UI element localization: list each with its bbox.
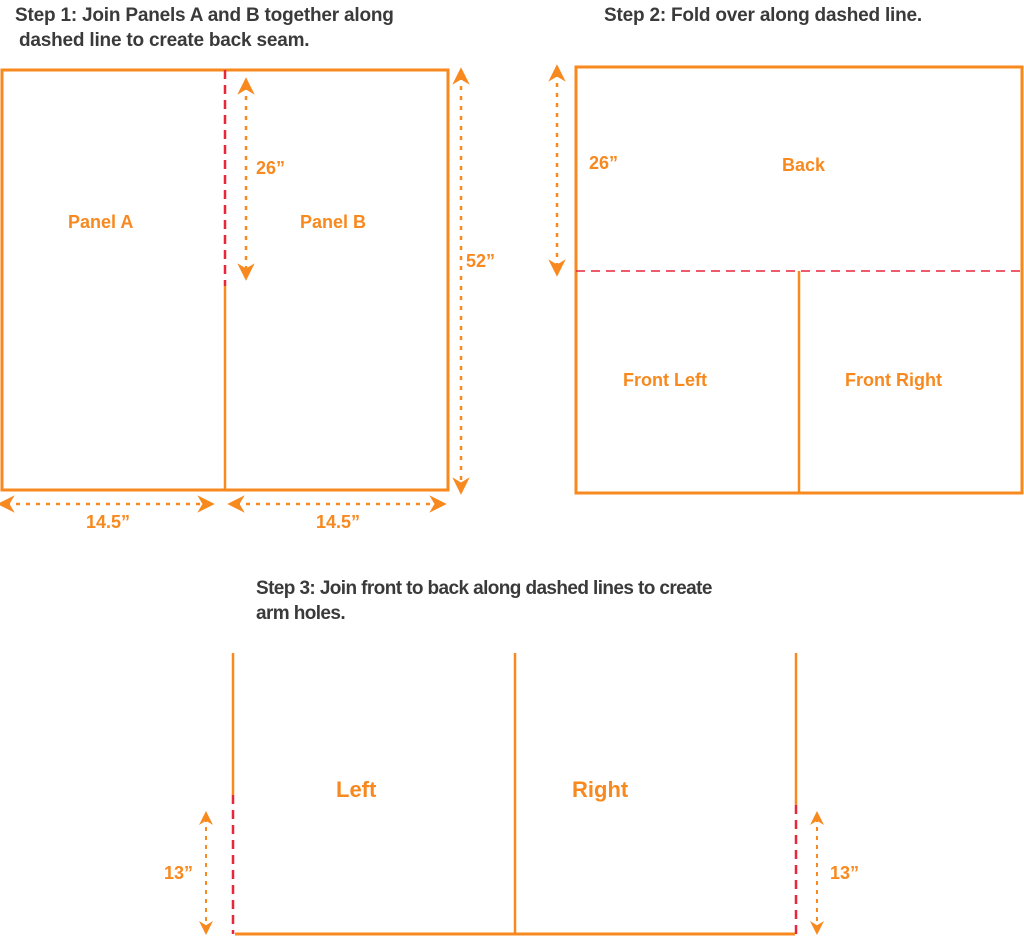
left-armhole-label: 13”: [164, 863, 194, 883]
fold-length-label: 26”: [589, 153, 619, 173]
step3-panels: [233, 653, 796, 934]
right-armhole-label: 13”: [830, 863, 860, 883]
right-label: Right: [572, 777, 629, 802]
step1-title: Step 1: Join Panels A and B together along dashed line to create back seam.: [15, 5, 394, 51]
width-b-label: 14.5”: [316, 512, 361, 532]
step2-panels: [576, 67, 1022, 493]
back-label: Back: [782, 155, 826, 175]
front-left-label: Front Left: [623, 370, 707, 390]
front-right-label: Front Right: [845, 370, 942, 390]
seam-length-label: 26”: [256, 158, 286, 178]
width-a-label: 14.5”: [86, 512, 131, 532]
panel-b-label: Panel B: [300, 212, 367, 232]
step1-panels: [2, 70, 448, 490]
step2-title: Step 2: Fold over along dashed line.: [604, 5, 922, 26]
left-label: Left: [336, 777, 377, 802]
height-label: 52”: [466, 251, 496, 271]
panel-a-label: Panel A: [68, 212, 134, 232]
step3-title: Step 3: Join front to back along dashed lines to create arm holes.: [256, 578, 712, 624]
